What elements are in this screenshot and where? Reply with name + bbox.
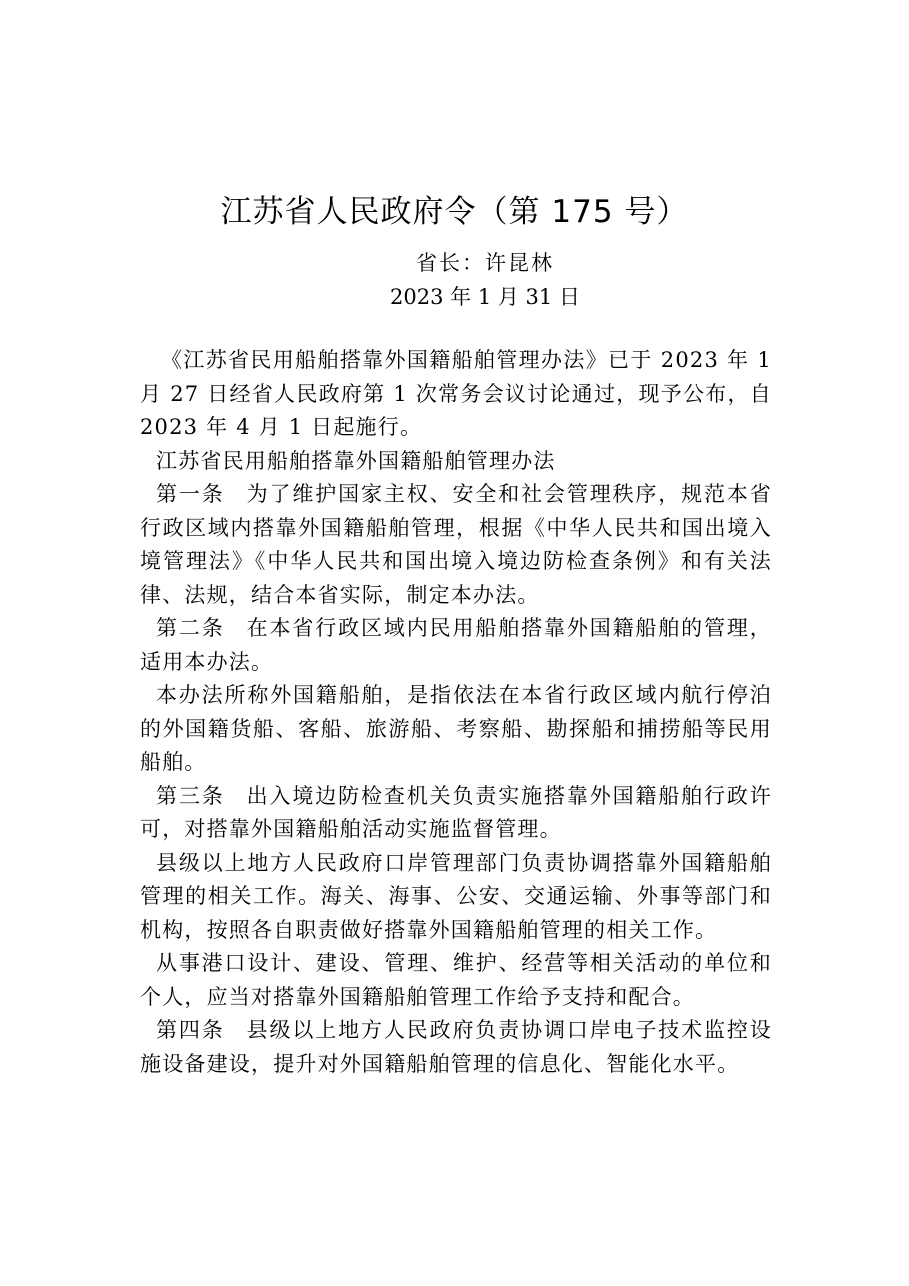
article-number: 第二条 [156, 616, 225, 640]
article-paragraph [140, 679, 772, 780]
issue-date: 2023 年 1 月 31 日 [390, 285, 580, 309]
article-text: 为了维护国家主权、安全和社会管理秩序，规范本省行政区域内搭靠外国籍船舶管理，根据《中华人民共和国出境入境管理法》《中华人民共和国出境入境边防检查条例》和有关法律、法规，结合本省实际，制定本办法。 [140, 482, 772, 607]
article-paragraph [140, 1014, 772, 1081]
article-text: 县级以上地方人民政府口岸管理部门负责协调搭靠外国籍船舶管理的相关工作。海关、海事、公安、交通运输、外事等部门和机构，按照各自职责做好搭靠外国籍船舶管理的相关工作。 [140, 850, 772, 942]
document-body [140, 344, 772, 1081]
article-paragraph [140, 780, 772, 847]
article-paragraph [140, 478, 772, 612]
article-number: 第四条 [156, 1018, 225, 1042]
article-text: 出入境边防检查机关负责实施搭靠外国籍船舶行政许可，对搭靠外国籍船舶活动实施监督管理。 [140, 783, 772, 841]
article-list [140, 478, 772, 1081]
regulation-title: 江苏省民用船舶搭靠外国籍船舶管理办法 [156, 448, 556, 473]
document-title: 江苏省人民政府令（第 175 号） [220, 194, 689, 230]
article-number: 第三条 [156, 783, 225, 808]
article-paragraph [140, 612, 772, 679]
article-paragraph [140, 847, 772, 948]
article-text: 在本省行政区域内民用船舶搭靠外国籍船舶的管理，适用本办法。 [140, 616, 772, 674]
article-number: 第一条 [156, 482, 225, 506]
article-text: 从事港口设计、建设、管理、维护、经营等相关活动的单位和个人，应当对搭靠外国籍船舶管理工作给予支持和配合。 [140, 951, 772, 1009]
governor-line: 省长：许昆林 [416, 251, 554, 275]
article-text: 县级以上地方人民政府负责协调口岸电子技术监控设施设备建设，提升对外国籍船舶管理的信息化、智能化水平。 [140, 1018, 772, 1076]
preamble-paragraph: 《江苏省民用船舶搭靠外国籍船舶管理办法》已于 2023 年 1 月 27 日经省人民政府第 1 次常务会议讨论通过，现予公布，自 2023 年 4 月 1 日起施行。 [140, 348, 772, 439]
article-text: 本办法所称外国籍船舶，是指依法在本省行政区域内航行停泊的外国籍货船、客船、旅游船、考察船、勘探船和捕捞船等民用船舶。 [140, 683, 772, 774]
article-paragraph [140, 947, 772, 1014]
